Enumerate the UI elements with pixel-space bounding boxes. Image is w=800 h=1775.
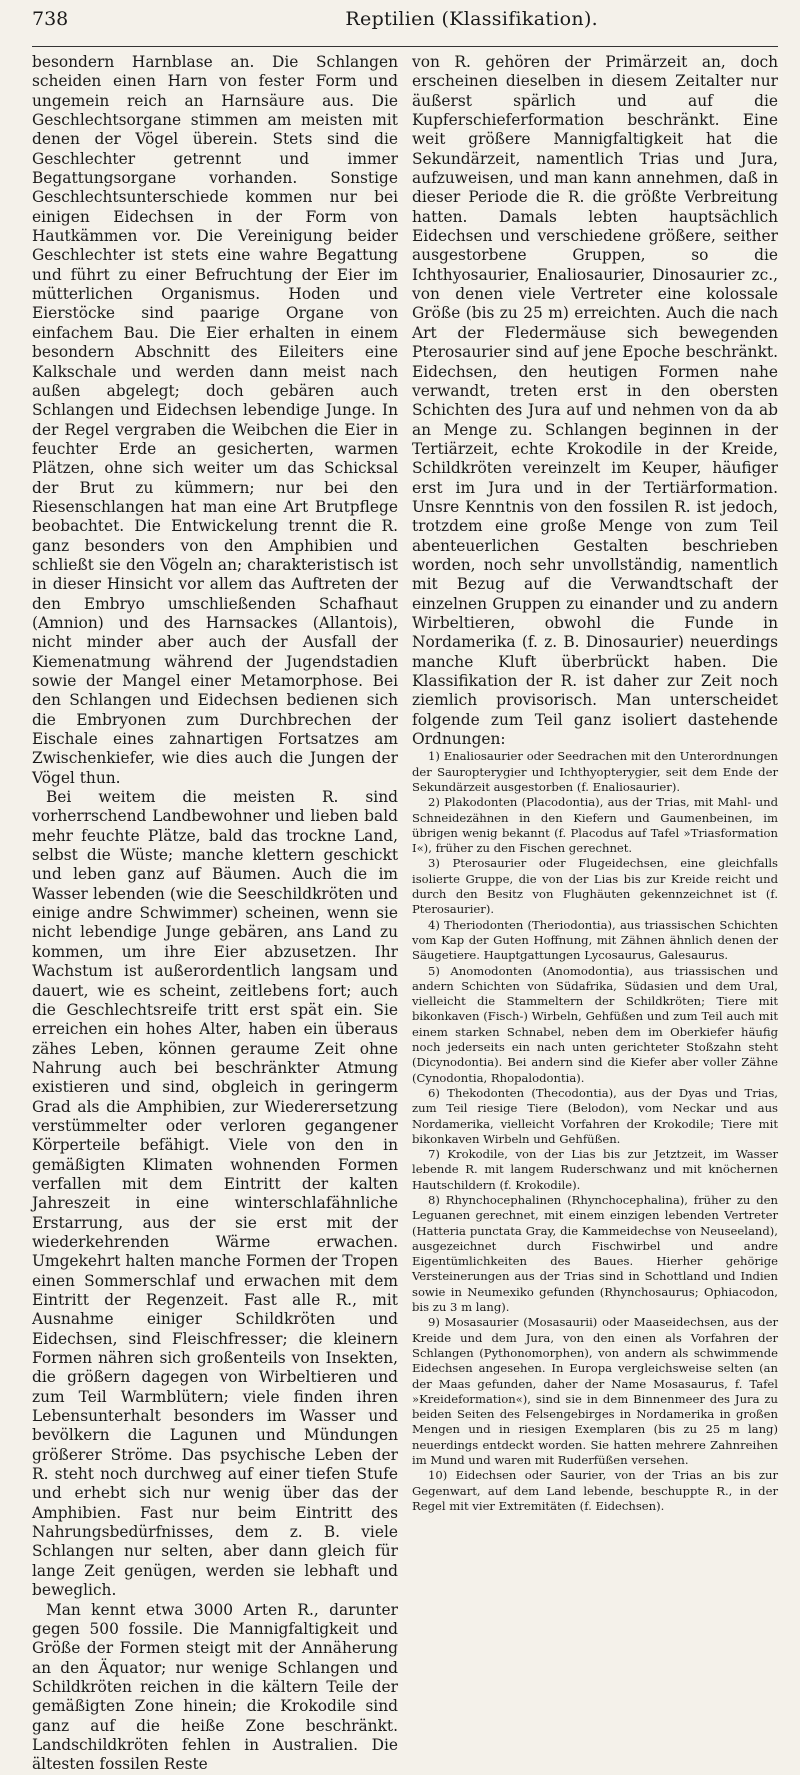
order-entry: 7) Krokodile, von der Lias bis zur Jetztzeit, im Wasser lebende R. mit langem Ruderschwanz und mit knöchernen Hautschildern (f. Krokodile). <box>412 1147 778 1192</box>
order-entry: 5) Anomodonten (Anomodontia), aus triassischen und andern Schichten von Südafrika, Südasien und dem Ural, vielleicht die Stammeltern der Schildkröten; Tiere mit bikonkaven (Fisch-) Wirbeln, Gehfüßen und zum Teil auch mit einem starken Schnabel, neben dem im Oberkiefer häufig noch jederseits ein nach unten gerichteter Stoßzahn steht (Dicynodontia). Bei andern sind die Kiefer aber voller Zähne (Cynodontia, Rhopalodontia). <box>412 963 778 1085</box>
paragraph: Bei weitem die meisten R. sind vorherrschend Landbewohner und lieben bald mehr feuchte Plätze, bald das trockne Land, selbst die Wüste; manche klettern geschickt und leben ganz auf Bäumen. Auch die im Wasser lebenden (wie die Seeschildkröten und einige andre Schwimmer) scheinen, wenn sie nicht lebendige Junge gebären, ans Land zu kommen, um ihre Eier abzusetzen. Ihr Wachstum ist außerordentlich langsam und dauert, wie es scheint, zeitlebens fort; auch die Geschlechtsreife tritt erst spät ein. Sie erreichen ein hohes Alter, haben ein überaus zähes Leben, können geraume Zeit ohne Nahrung auch bei beschränkter Atmung existieren und sind, obgleich in geringerm Grad als die Amphibien, zur Wiederersetzung verstümmelter oder verloren gegangener Körperteile befähigt. Viele von den in gemäßigten Klimaten wohnenden Formen verfallen mit dem Eintritt der kalten Jahreszeit in eine winterschlafähnliche Erstarrung, aus der sie erst mit der wiederkehrenden Wärme erwachen. Umgekehrt halten manche Formen der Tropen einen Sommerschlaf und erwachen mit dem Eintritt der Regenzeit. Fast alle R., mit Ausnahme einiger Schildkröten und Eidechsen, sind Fleischfresser; die kleinern Formen nähren sich großenteils von Insekten, die größern dagegen von Wirbeltieren und zum Teil Warmblütern; viele finden ihren Lebensunterhalt besonders im Wasser und bevölkern die Lagunen und Mündungen größerer Ströme. Das psychische Leben der R. steht noch durchweg auf einer tiefen Stufe und erhebt sich nur wenig über das der Amphibien. Fast nur beim Eintritt des Nahrungsbedürfnisses, dem z. B. viele Schlangen nur selten, aber dann gleich für lange Zeit genügen, werden sie lebhaft und beweglich. <box>32 788 398 1600</box>
order-entry: 2) Plakodonten (Placodontia), aus der Trias, mit Mahl- und Schneidezähnen in den Kiefern und Gaumenbeinen, im übrigen wenig bekannt (f. Placodus auf Tafel »Triasformation I«), früher zu den Fischen gerechnet. <box>412 795 778 856</box>
paragraph: von R. gehören der Primärzeit an, doch erscheinen dieselben in diesem Zeitalter nur äußerst spärlich und auf die Kupferschieferformation beschränkt. Eine weit größere Mannigfaltigkeit hat die Sekundärzeit, namentlich Trias und Jura, aufzuweisen, und man kann annehmen, daß in dieser Periode die R. die größte Verbreitung hatten. Damals lebten hauptsächlich Eidechsen und verschiedene größere, seither ausgestorbene Gruppen, so die Ichthyosaurier, Enaliosaurier, Dinosaurier zc., von denen viele Vertreter eine kolossale Größe (bis zu 25 m) erreichten. Auch die nach Art der Fledermäuse sich bewegenden Pterosaurier sind auf jene Epoche beschränkt. Eidechsen, den heutigen Formen nahe verwandt, treten erst in den obersten Schichten des Jura auf und nehmen von da ab an Menge zu. Schlangen beginnen in der Tertiärzeit, echte Krokodile in der Kreide, Schildkröten vereinzelt im Keuper, häufiger erst im Jura und in der Tertiärformation. Unsre Kenntnis von den fossilen R. ist jedoch, trotzdem eine große Menge von zum Teil abenteuerlichen Gestalten beschrieben worden, noch sehr unvollständig, namentlich mit Bezug auf die Verwandtschaft der einzelnen Gruppen zu einander und zu andern Wirbeltieren, obwohl die Funde in Nordamerika (f. z. B. Dinosaurier) neuerdings manche Kluft überbrückt haben. Die Klassifikation der R. ist daher zur Zeit noch ziemlich provisorisch. Man unterscheidet folgende zum Teil ganz isoliert dastehende Ordnungen: <box>412 53 778 749</box>
running-title: Reptilien (Klassifikation). <box>345 8 598 30</box>
order-entry: 8) Rhynchocephalinen (Rhynchocephalina), früher zu den Leguanen gerechnet, mit einem einzigen lebenden Vertreter (Hatteria punctata Gray, die Kammeidechse von Neuseeland), ausgezeichnet durch Fischwirbel und andre Eigentümlichkeiten des Baues. Hierher gehörige Versteinerungen aus der Trias sind in Schottland und Indien sowie in Neumexiko gefunden (Rhynchosaurus; Ophiacodon, bis zu 3 m lang). <box>412 1192 778 1315</box>
right-column <box>412 53 778 1775</box>
paragraph: Man kennt etwa 3000 Arten R., darunter gegen 500 fossile. Die Mannigfaltigkeit und Größe der Formen steigt mit der Annäherung an den Äquator; nur wenige Schlangen und Schildkröten reichen in die kältern Teile der gemäßigten Zone hinein; die Krokodile sind ganz auf die heiße Zone beschränkt. Landschildkröten fehlen in Australien. Die ältesten fossilen Reste <box>32 1600 398 1774</box>
page-number: 738 <box>32 8 69 30</box>
text-columns <box>32 53 778 1775</box>
order-entry: 10) Eidechsen oder Saurier, von der Trias an bis zur Gegenwart, auf dem Land lebende, beschuppte R., in der Regel mit vier Extremitäten (f. Eidechsen). <box>412 1468 778 1513</box>
paragraph: besondern Harnblase an. Die Schlangen scheiden einen Harn von fester Form und ungemein reich an Harnsäure aus. Die Geschlechtsorgane stimmen am meisten mit denen der Vögel überein. Stets sind die Geschlechter getrennt und immer Begattungsorgane vorhanden. Sonstige Geschlechtsunterschiede kommen nur bei einigen Eidechsen in der Form von Hautkämmen vor. Die Vereinigung beider Geschlechter ist stets eine wahre Begattung und führt zu einer Befruchtung der Eier im mütterlichen Organismus. Hoden und Eierstöcke sind paarige Organe von einfachem Bau. Die Eier erhalten in einem besondern Abschnitt des Eileiters eine Kalkschale und werden dann meist nach außen abgelegt; doch gebären auch Schlangen und Eidechsen lebendige Junge. In der Regel vergraben die Weibchen die Eier in feuchter Erde an gesicherten, warmen Plätzen, ohne sich weiter um das Schicksal der Brut zu kümmern; nur bei den Riesenschlangen hat man eine Art Brutpflege beobachtet. Die Entwickelung trennt die R. ganz besonders von den Amphibien und schließt sie den Vögeln an; charakteristisch ist in dieser Hinsicht vor allem das Auftreten der den Embryo umschließenden Schafhaut (Amnion) und des Harnsackes (Allantois), nicht minder aber auch der Ausfall der Kiemenatmung während der Jugendstadien sowie der Mangel einer Metamorphose. Bei den Schlangen und Eidechsen bedienen sich die Embryonen zum Durchbrechen der Eischale eines zahnartigen Fortsatzes am Zwischenkiefer, wie dies auch die Jungen der Vögel thun. <box>32 53 398 787</box>
order-entry: 9) Mosasaurier (Mosasaurii) oder Maaseidechsen, aus der Kreide und dem Jura, von den einen als Vorfahren der Schlangen (Pythonomorphen), von andern als schwimmende Eidechsen angesehen. In Europa vergleichsweise selten (an der Maas gefunden, daher der Name Mosasaurus, f. Tafel »Kreideformation«), sind sie in dem Binnenmeer des Jura zu beiden Seiten des Felsengebirges in Nordamerika in großen Mengen und in riesigen Exemplaren (bis zu 25 m lang) neuerdings entdeckt worden. Sie hatten mehrere Zahnreihen im Mund und waren mit Ruderfüßen versehen. <box>412 1315 778 1468</box>
order-entry: 3) Pterosaurier oder Flugeidechsen, eine gleichfalls isolierte Gruppe, die von der Lias bis zur Kreide reicht und durch den Besitz von Flughäuten gekennzeichnet ist (f. Pterosaurier). <box>412 856 778 917</box>
order-entry: 6) Thekodonten (Thecodontia), aus der Dyas und Trias, zum Teil riesige Tiere (Belodon), vom Neckar und aus Nordamerika, vielleicht Vorfahren der Krokodile; Tiere mit bikonkaven Wirbeln und Gehfüßen. <box>412 1085 778 1146</box>
left-column <box>32 53 398 1775</box>
order-entry: 4) Theriodonten (Theriodontia), aus triassischen Schichten vom Kap der Guten Hoffnung, mit Zähnen ähnlich denen der Säugetiere. Hauptgattungen Lycosaurus, Galesaurus. <box>412 917 778 963</box>
page-header <box>32 8 778 47</box>
order-entry: 1) Enaliosaurier oder Seedrachen mit den Unterordnungen der Sauropterygier und Ichthyopterygier, seit dem Ende der Sekundärzeit ausgestorben (f. Enaliosaurier). <box>412 749 778 794</box>
